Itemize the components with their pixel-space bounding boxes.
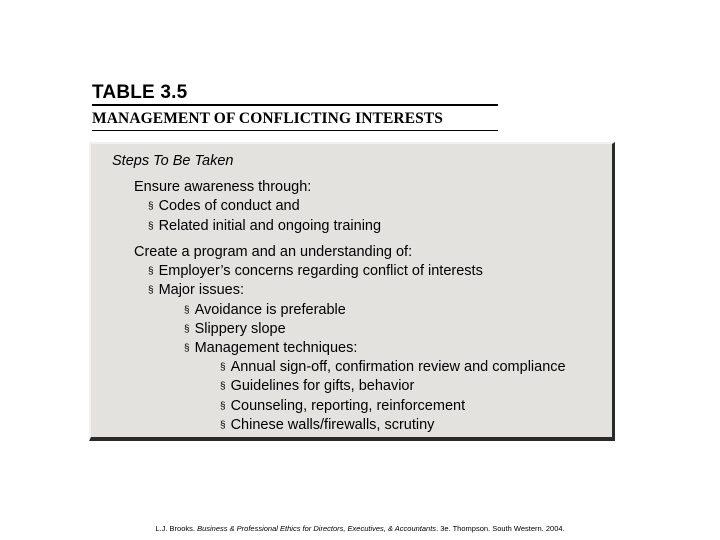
list-item: § Avoidance is preferable (184, 302, 346, 318)
bullet-icon: § (220, 401, 226, 412)
bullet-icon: § (184, 305, 190, 316)
bullet-icon: § (220, 381, 226, 392)
bullet-icon: § (148, 201, 154, 212)
citation-author: L.J. Brooks. (155, 524, 195, 533)
list-item: § Employer’s concerns regarding conflict of interests (148, 263, 483, 279)
program-intro: Create a program and an understanding of: (134, 244, 413, 260)
bullet-icon: § (220, 420, 226, 431)
title-rule (92, 104, 498, 106)
list-item: § Codes of conduct and (148, 198, 300, 214)
list-item: § Annual sign-off, confirmation review and compliance (220, 359, 566, 375)
list-item: § Major issues: (148, 282, 244, 298)
list-item: § Counseling, reporting, reinforcement (220, 398, 466, 414)
subtitle-rule (92, 130, 498, 131)
table-subtitle: MANAGEMENT OF CONFLICTING INTERESTS (92, 110, 444, 127)
list-item: § Chinese walls/firewalls, scrutiny (220, 417, 435, 433)
bullet-icon: § (148, 285, 154, 296)
bullet-icon: § (148, 221, 154, 232)
bullet-icon: § (148, 266, 154, 277)
list-item: § Guidelines for gifts, behavior (220, 378, 415, 394)
citation-book: Business & Professional Ethics for Directors, Executives, & Accountants (197, 524, 437, 533)
bullet-icon: § (220, 362, 226, 373)
list-item: § Related initial and ongoing training (148, 218, 382, 234)
list-item: § Slippery slope (184, 321, 286, 337)
bullet-icon: § (184, 343, 190, 354)
citation-footer (0, 524, 720, 533)
citation-publisher: . 3e. Thompson. South Western. 2004. (436, 524, 565, 533)
list-item: § Management techniques: (184, 340, 358, 356)
bullet-icon: § (184, 324, 190, 335)
awareness-intro: Ensure awareness through: (134, 179, 312, 195)
box-heading: Steps To Be Taken (112, 153, 234, 169)
table-title: TABLE 3.5 (92, 82, 188, 103)
